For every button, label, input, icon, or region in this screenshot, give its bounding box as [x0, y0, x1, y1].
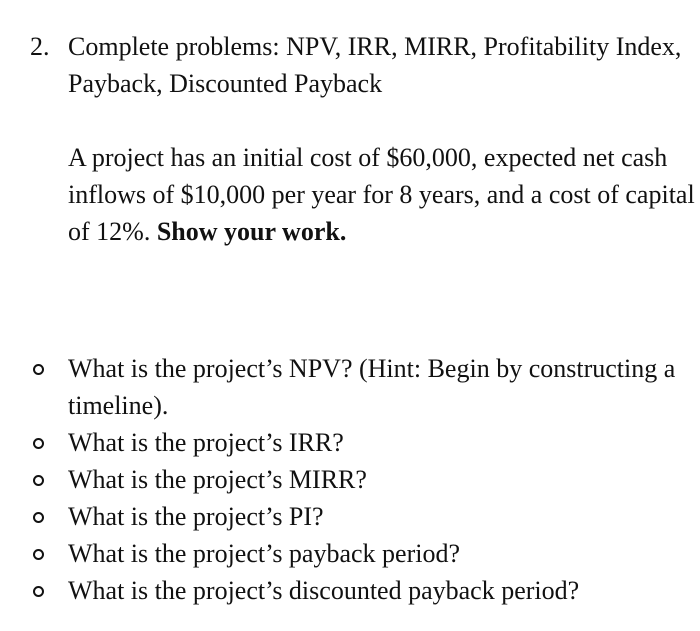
- question-item-payback: [30, 535, 695, 572]
- hollow-circle-bullet-icon: [30, 535, 68, 572]
- question-item-pi: [30, 498, 695, 535]
- question-text: What is the project’s MIRR?: [68, 465, 367, 494]
- problem-description: [68, 139, 695, 250]
- question-list: [30, 350, 695, 609]
- hollow-circle-bullet-icon: [30, 498, 68, 535]
- question-item-mirr: [30, 461, 695, 498]
- question-text: What is the project’s payback period?: [68, 539, 461, 568]
- hollow-circle-bullet-icon: [30, 572, 68, 609]
- question-item-npv: [30, 350, 695, 424]
- problem-number: 2.: [30, 32, 50, 61]
- hollow-circle-bullet-icon: [30, 350, 68, 424]
- question-text: What is the project’s discounted payback period?: [68, 576, 580, 605]
- question-item-irr: [30, 424, 695, 461]
- question-text: What is the project’s NPV? (Hint: Begin by constructing a timeline).: [68, 354, 676, 420]
- show-work-emphasis: Show your work.: [156, 217, 347, 246]
- problem-title: Complete problems: NPV, IRR, MIRR, Profitability Index, Payback, Discounted Payback: [68, 32, 682, 98]
- hollow-circle-bullet-icon: [30, 461, 68, 498]
- question-text: What is the project’s PI?: [68, 502, 324, 531]
- question-item-discounted-payback: [30, 572, 695, 609]
- problem-heading: [30, 28, 695, 102]
- problem-block: [30, 28, 695, 250]
- problem-description-text: A project has an initial cost of $60,000, expected net cash inflows of $10,000 per year for 8 years, and a cost of capital of 12%.: [68, 143, 695, 246]
- hollow-circle-bullet-icon: [30, 424, 68, 461]
- question-text: What is the project’s IRR?: [68, 428, 344, 457]
